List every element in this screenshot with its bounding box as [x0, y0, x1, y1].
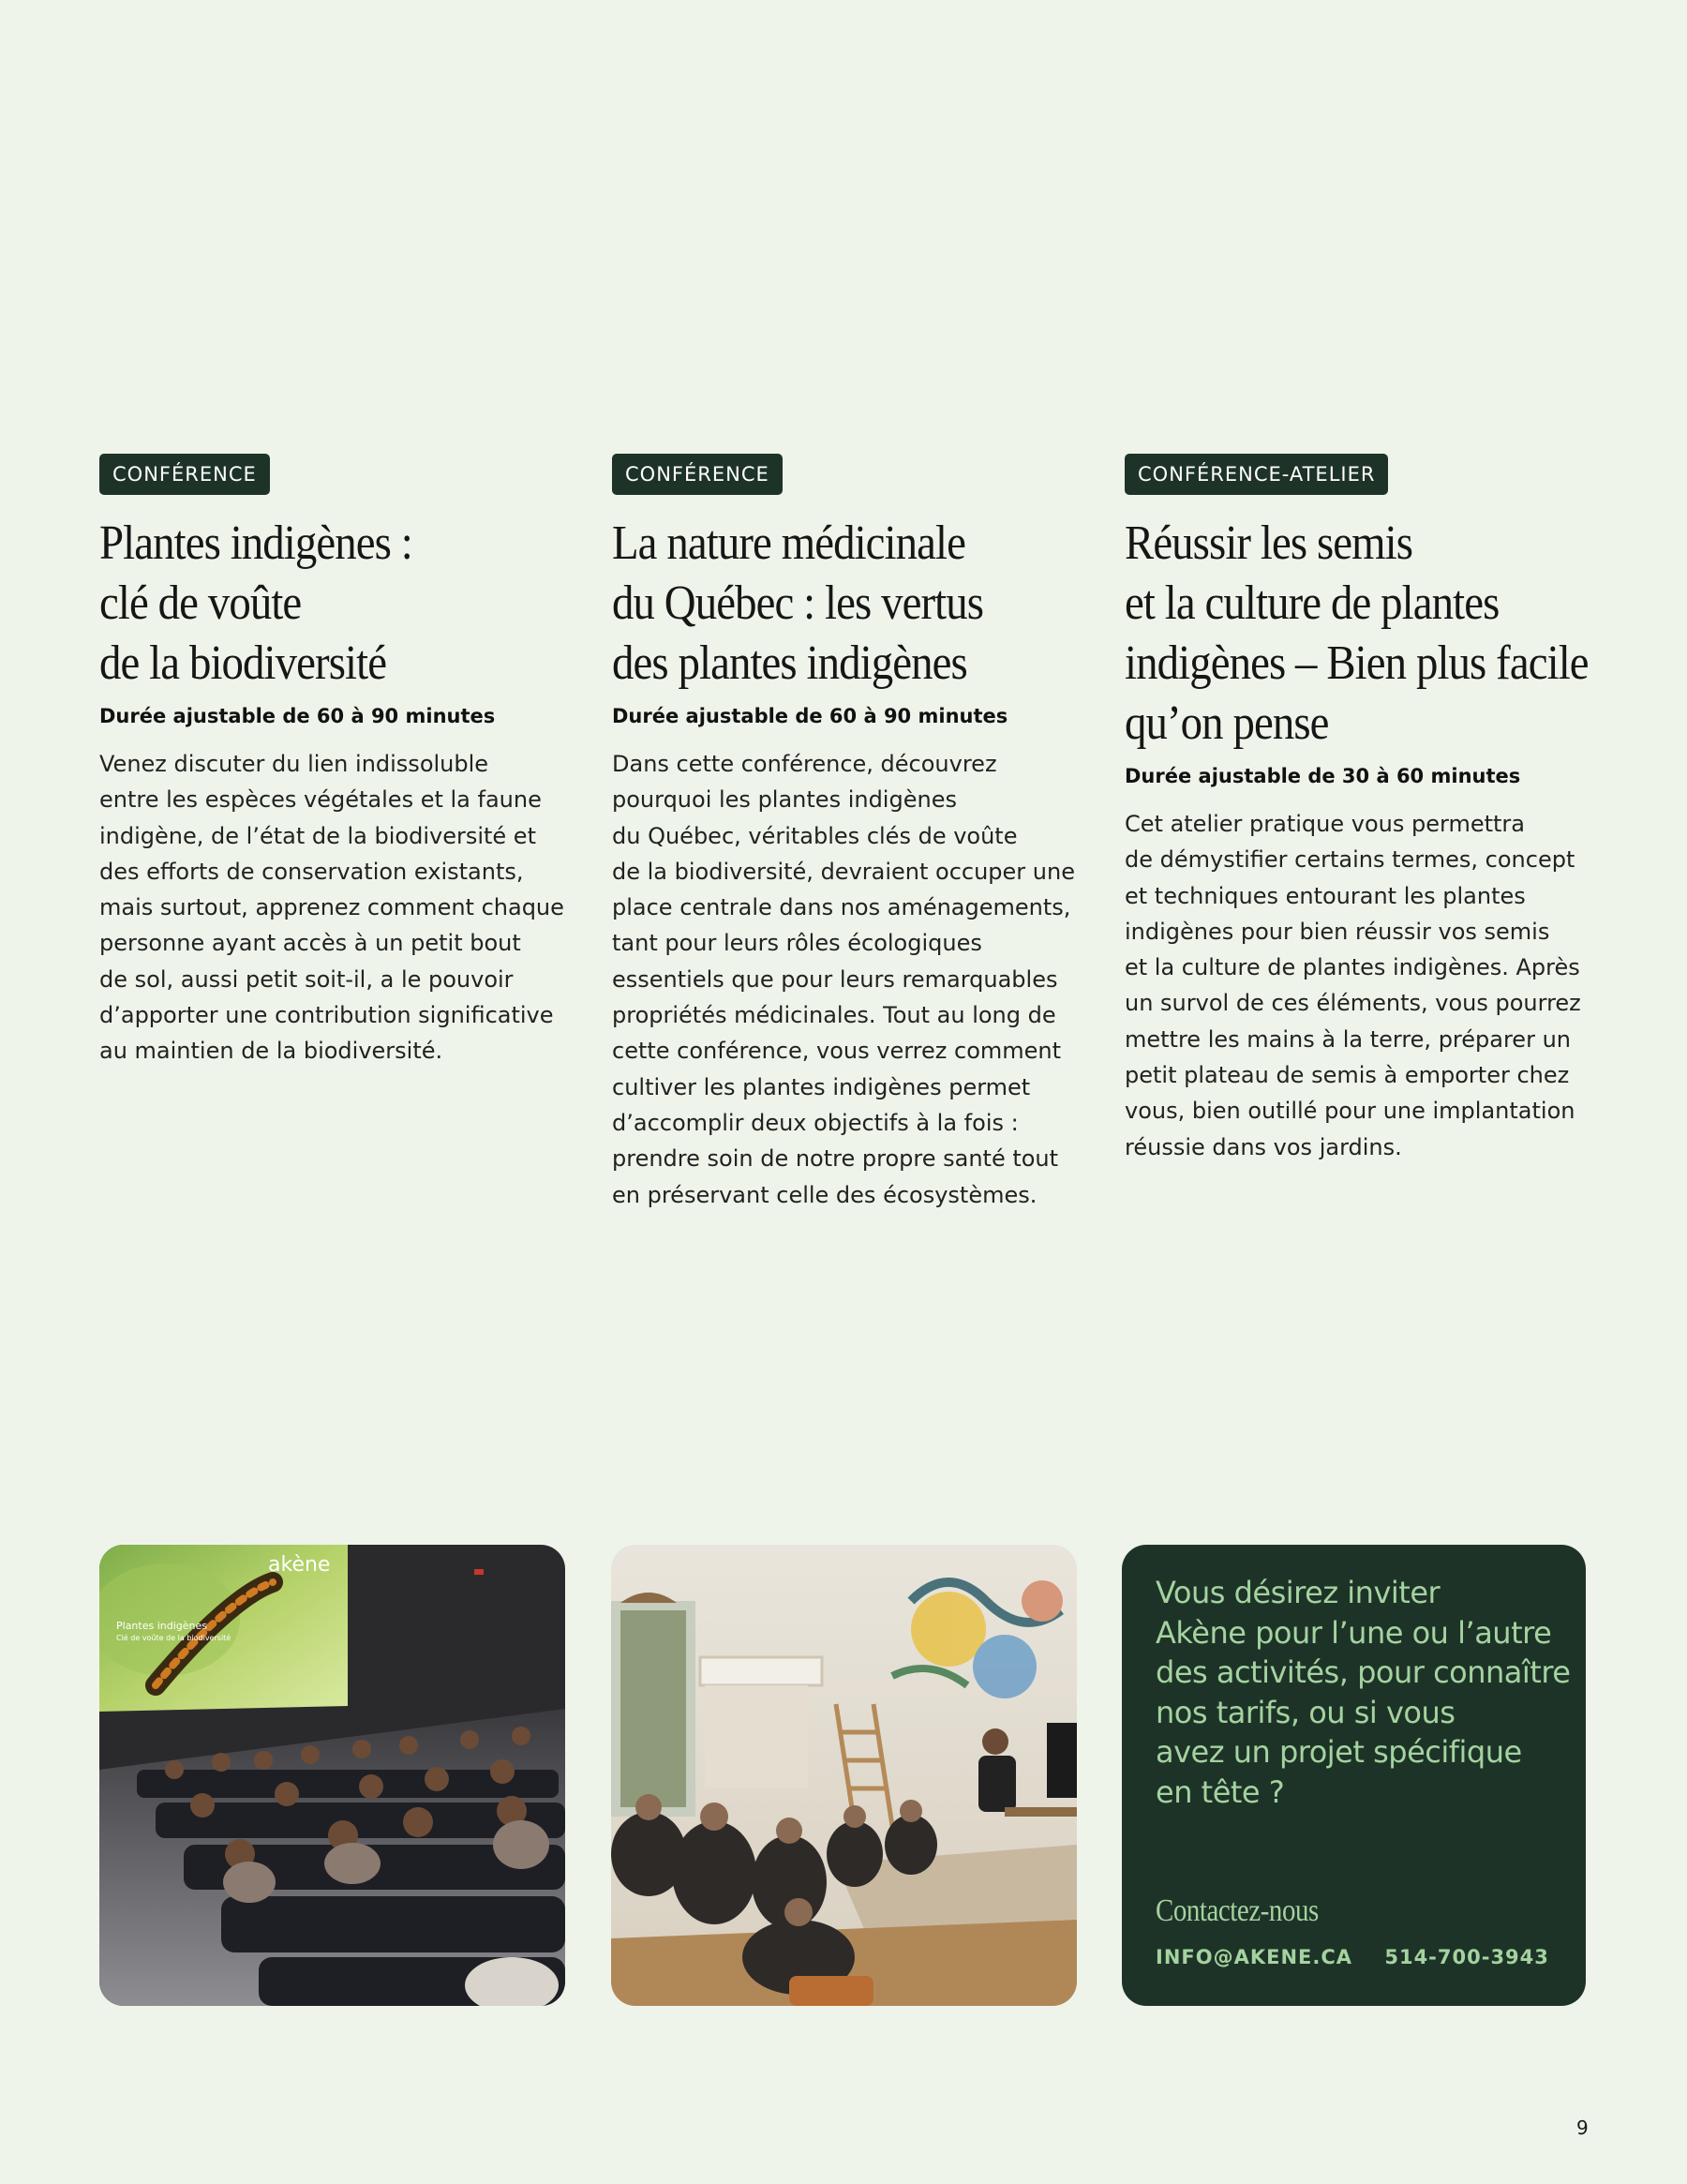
title-line: Plantes indigènes : — [99, 516, 412, 570]
activity-tag: CONFÉRENCE — [99, 454, 270, 495]
activity-card-1 — [99, 454, 577, 1070]
cta-line: avez un projet spécifique — [1156, 1734, 1522, 1770]
desc-line: prendre soin de notre propre santé tout — [612, 1145, 1059, 1173]
desc-line: de démystifier certains termes, concept — [1125, 846, 1575, 874]
title-line: qu’on pense — [1125, 696, 1329, 750]
desc-line: tant pour leurs rôles écologiques — [612, 930, 982, 957]
desc-line: des efforts de conservation existants, — [99, 858, 524, 885]
title-line: du Québec : les vertus — [612, 576, 984, 630]
desc-line: et la culture de plantes indigènes. Après — [1125, 954, 1580, 981]
cta-line: des activités, pour connaître — [1156, 1654, 1571, 1690]
desc-line: vous, bien outillé pour une implantation — [1125, 1098, 1575, 1125]
desc-line: du Québec, véritables clés de voûte — [612, 822, 1018, 849]
desc-line: de sol, aussi petit soit-il, a le pouvoir — [99, 965, 514, 993]
desc-line: au maintien de la biodiversité. — [99, 1038, 443, 1065]
desc-line: petit plateau de semis à emporter chez — [1125, 1062, 1570, 1089]
desc-line: cette conférence, vous verrez comment — [612, 1038, 1062, 1065]
workshop-room-photo — [611, 1545, 1077, 2006]
title-line: et la culture de plantes — [1125, 576, 1500, 630]
cta-message — [1156, 1573, 1571, 1812]
contact-label: Contactez-nous — [1156, 1893, 1319, 1928]
activity-tag: CONFÉRENCE-ATELIER — [1125, 454, 1388, 495]
activity-title — [1125, 514, 1597, 754]
activity-duration: Durée ajustable de 60 à 90 minutes — [99, 705, 496, 727]
activity-title — [612, 514, 1084, 694]
desc-line: mais surtout, apprenez comment chaque — [99, 894, 564, 921]
page-number: 9 — [1576, 2117, 1589, 2139]
activity-title — [99, 514, 572, 694]
desc-line: indigènes pour bien réussir vos semis — [1125, 918, 1550, 945]
title-line: indigènes – Bien plus facile — [1125, 636, 1589, 690]
screen-title-text: Plantes indigènes — [116, 1620, 207, 1632]
activity-tag: CONFÉRENCE — [612, 454, 783, 495]
activity-card-3 — [1125, 454, 1603, 1165]
title-line: de la biodiversité — [99, 636, 387, 690]
cta-line: en tête ? — [1156, 1773, 1285, 1810]
desc-line: et techniques entourant les plantes — [1125, 882, 1526, 909]
contact-cta-card — [1122, 1545, 1586, 2006]
screen-brand-text: akène — [268, 1553, 331, 1577]
desc-line: Dans cette conférence, découvrez — [612, 751, 997, 777]
desc-line: essentiels que pour leurs remarquables — [612, 965, 1058, 993]
activity-description — [1125, 806, 1603, 1165]
phone-link[interactable]: 514-700-3943 — [1384, 1946, 1549, 1968]
desc-line: d’apporter une contribution significative — [99, 1002, 554, 1029]
title-line: clé de voûte — [99, 576, 302, 630]
title-line: des plantes indigènes — [612, 636, 967, 690]
title-line: Réussir les semis — [1125, 516, 1413, 570]
conference-theatre-photo — [99, 1545, 565, 2006]
desc-line: un survol de ces éléments, vous pourrez — [1125, 990, 1581, 1017]
activity-duration: Durée ajustable de 30 à 60 minutes — [1125, 765, 1521, 787]
activity-description — [612, 746, 1090, 1213]
cta-line: Akène pour l’une ou l’autre — [1156, 1614, 1552, 1651]
desc-line: d’accomplir deux objectifs à la fois : — [612, 1109, 1019, 1136]
activity-description — [99, 746, 577, 1070]
cta-line: Vous désirez inviter — [1156, 1575, 1441, 1610]
email-link[interactable]: INFO@AKENE.CA — [1156, 1946, 1353, 1968]
desc-line: de la biodiversité, devraient occuper une — [612, 858, 1075, 885]
contact-info — [1156, 1946, 1574, 1968]
desc-line: entre les espèces végétales et la faune — [99, 786, 542, 814]
desc-line: propriétés médicinales. Tout au long de — [612, 1002, 1056, 1029]
desc-line: réussie dans vos jardins. — [1125, 1133, 1402, 1160]
desc-line: mettre les mains à la terre, préparer un — [1125, 1025, 1571, 1053]
desc-line: pourquoi les plantes indigènes — [612, 786, 957, 814]
cta-line: nos tarifs, ou si vous — [1156, 1694, 1456, 1730]
activity-duration: Durée ajustable de 60 à 90 minutes — [612, 705, 1008, 727]
desc-line: place centrale dans nos aménagements, — [612, 894, 1071, 921]
title-line: La nature médicinale — [612, 516, 966, 570]
desc-line: Venez discuter du lien indissoluble — [99, 751, 489, 777]
screen-subtitle-text: Clé de voûte de la biodiversité — [116, 1634, 231, 1642]
desc-line: cultiver les plantes indigènes permet — [612, 1073, 1031, 1100]
desc-line: personne ayant accès à un petit bout — [99, 930, 521, 957]
desc-line: indigène, de l’état de la biodiversité et — [99, 822, 536, 849]
activity-card-2 — [612, 454, 1090, 1213]
desc-line: Cet atelier pratique vous permettra — [1125, 811, 1525, 837]
desc-line: en préservant celle des écosystèmes. — [612, 1181, 1038, 1208]
